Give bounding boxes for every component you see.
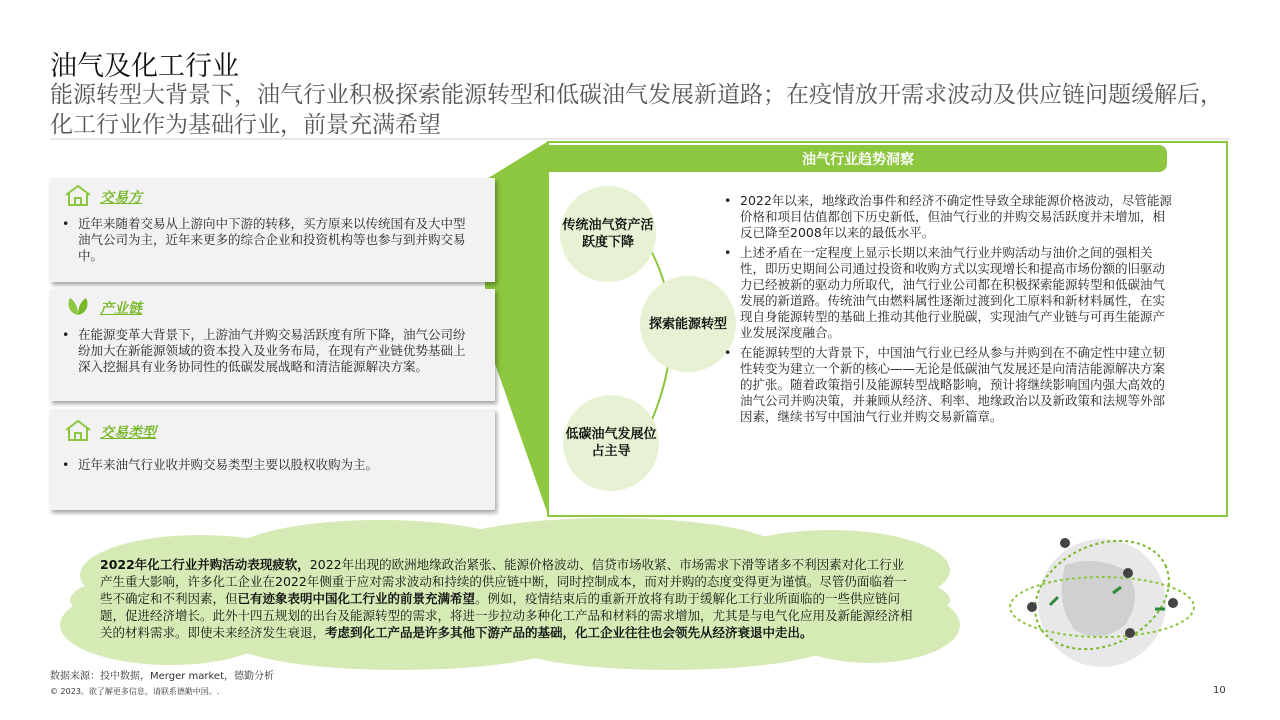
list-item: • 上述矛盾在一定程度上显示长期以来油气行业并购活动与油价之间的强相关性，即历史期间公司通过投资和收购方式以实现增长和提高市场份额的旧驱动力已经被新的驱动力所取代，油气行业公司都在积极探索能源转型和低碳油气发展的新道路。传统油气由燃料属性逐渐过渡到化工原料和新材料属性，在实现自身能源转型的基础上推动其他行业脱碳，实现油气产业链与可再生能源产业发展深度融合。 [722, 245, 1177, 341]
list-item: • 2022年以来，地缘政治事件和经济不确定性导致全球能源价格波动，尽管能源价格和项目估值都创下历史新低，但油气行业的并购交易活跃度并未增加，相反已降至2008年以来的最低水平。 [722, 193, 1177, 241]
house-icon [64, 184, 92, 210]
list-item: • 近年来随着交易从上游向中下游的转移，买方原来以传统国有及大中型油气公司为主，近年来更多的综合企业和投资机构等也参与到并购交易中。 [60, 216, 477, 264]
panel-title: 交易方 [100, 190, 142, 206]
circle-energy-transition: 探索能源转型 [640, 276, 736, 372]
trend-header: 油气行业趋势洞察 [549, 145, 1167, 172]
list-item: • 在能源转型的大背景下，中国油气行业已经从参与并购到在不确定性中建立韧性转变为建立一个新的核心——无论是低碳油气发展还是向清洁能源解决方案的扩张。随着政策指引及能源转型战略影响，预计将继续影响国内强大高效的油气公司并购决策，并兼顾从经济、利率、地缘政治以及新政策和法规等外部因素，继续书写中国油气行业并购交易新篇章。 [722, 345, 1177, 425]
copyright: © 2023。欲了解更多信息，请联系德勤中国。. [50, 687, 220, 696]
list-item: • 在能源变革大背景下，上游油气并购交易活跃度有所下降，油气公司纷纷加大在新能源领域的资本投入及业务布局，在现有产业链优势基础上深入挖掘具有业务协同性的低碳发展战略和清洁能源解决方案。 [60, 327, 477, 375]
source-note: 数据来源：投中数据，Merger market，德勤分析 [50, 671, 274, 682]
panel-industry-chain [50, 289, 495, 401]
circle-low-carbon: 低碳油气发展位占主导 [563, 395, 659, 491]
circle-traditional-assets: 传统油气资产活跃度下降 [560, 186, 656, 282]
list-item: • 近年来油气行业收并购交易类型主要以股权收购为主。 [60, 457, 477, 473]
globe-illustration [1005, 525, 1200, 675]
panel-title: 产业链 [100, 301, 142, 317]
title-divider [50, 138, 1230, 140]
chemical-paragraph: 2022年化工行业并购活动表现疲软，2022年出现的欧洲地缘政治紧张、能源价格波动、信贷市场收紧、市场需求下滑等诸多不利因素对化工行业产生重大影响，许多化工企业在2022年侧重于应对需求波动和持续的供应链中断，同时控制成本，而对并购的态度变得更为谨慎。尽管仍面临着一些不确定和不利因素，但已有迹象表明中国化工行业的前景充满希望。例如，疫情结束后的重新开放将有助于缓解化工行业所面临的一些供应链问题，促进经济增长。此外十四五规划的出台及能源转型的需求，将进一步拉动多种化工产品和材料的需求增加，尤其是与电气化应用及新能源经济相关的材料需求。即使未来经济发生衰退，考虑到化工产品是许多其他下游产品的基础，化工企业往往也会领先从经济衰退中走出。 [100, 557, 913, 640]
page-title: 油气及化工行业 [50, 51, 239, 82]
page-number: 10 [1213, 685, 1226, 696]
panel-title: 交易类型 [100, 425, 156, 441]
trend-bullets [722, 193, 1177, 429]
page-subtitle: 能源转型大背景下，油气行业积极探索能源转型和低碳油气发展新道路；在疫情放开需求波动及供应链问题缓解后，化工行业作为基础行业，前景充满希望 [50, 82, 1223, 138]
panel-deal-type [50, 409, 495, 510]
leaf-icon [64, 295, 92, 321]
panel-counterparty [50, 178, 495, 282]
house-icon [64, 419, 92, 445]
